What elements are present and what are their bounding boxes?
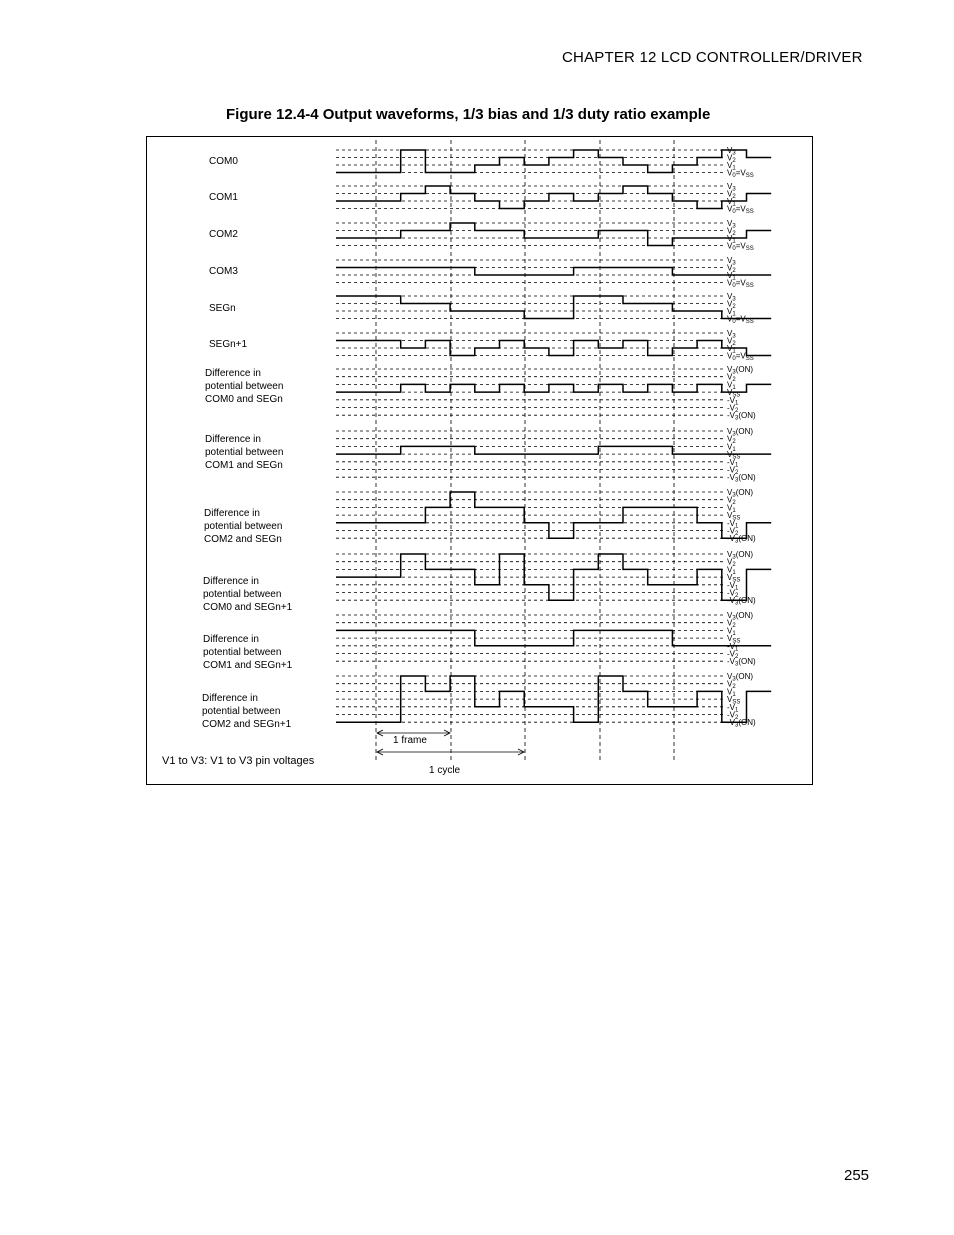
diff2n-level-label: VSS (727, 511, 741, 522)
diff0n-label-line: Difference in (205, 368, 261, 379)
chapter-header: CHAPTER 12 LCD CONTROLLER/DRIVER (562, 49, 863, 66)
diff0n1-label-line: Difference in (203, 576, 259, 587)
diff1n-label-line: Difference in (205, 434, 261, 445)
diff1n-level-label: VSS (727, 450, 741, 461)
diff0n1-level-label: -V1 (727, 580, 739, 592)
diff1n1-level-label: VSS (727, 634, 741, 645)
com2-label-line: COM2 (209, 229, 238, 240)
com3-level-label: V3 (727, 256, 736, 267)
segn-label-line: SEGn (209, 303, 236, 314)
diff1n1-label-line: Difference in (203, 634, 259, 645)
com0-label-line: COM0 (209, 156, 238, 167)
page-number: 255 (844, 1167, 870, 1184)
com3-level-label: V0=VSS (727, 278, 754, 289)
diff2n1-level-label: -V1 (727, 702, 739, 714)
diff2n-label-line: COM2 and SEGn (204, 534, 282, 545)
diff1n1-level-label: -V2 (727, 649, 739, 660)
figure-title: Figure 12.4-4 Output waveforms, 1/3 bias and 1/3 duty ratio example (226, 106, 711, 123)
com3-level-label: V1 (727, 271, 736, 282)
segn1-label-line: SEGn+1 (209, 339, 248, 350)
com2-level-label: V0=VSS (727, 241, 754, 252)
com1-level-label: V3 (727, 182, 736, 193)
diff0n1-level-label: V2 (727, 557, 736, 569)
segn-level-label: V0=VSS (727, 314, 754, 325)
footnote-text: V1 to V3: V1 to V3 pin voltages (162, 755, 315, 767)
com3-label-line: COM3 (209, 266, 238, 277)
diff1n-label-line: potential between (205, 447, 284, 458)
segn-waveform (336, 296, 771, 319)
diff0n-level-label: -V1 (727, 395, 739, 407)
diff2n1-level-label: VSS (727, 695, 741, 706)
diff0n-level-label: -V3(ON) (727, 411, 756, 422)
diff2n-level-label: V2 (727, 495, 736, 507)
diff0n1-level-label: V1 (727, 565, 736, 576)
com1-label-line: COM1 (209, 192, 238, 203)
diff2n-label-line: Difference in (204, 508, 260, 519)
diff0n1-level-label: -V3(ON) (727, 596, 756, 607)
segn1-level-label: V3 (727, 329, 736, 340)
com1-level-label: V0=VSS (727, 204, 754, 215)
frame-measure-label: 1 frame (393, 735, 427, 746)
diff1n1-level-label: V2 (727, 618, 736, 630)
com2-level-label: V3 (727, 219, 736, 230)
com0-level-label: V2 (727, 153, 736, 164)
diff1n-level-label: V3(ON) (727, 427, 754, 438)
segn1-level-label: V2 (727, 336, 736, 347)
segn1-level-label: V0=VSS (727, 351, 754, 362)
segn-level-label: V2 (727, 299, 736, 310)
com2-level-label: V2 (727, 226, 736, 237)
diff2n-level-label: -V1 (727, 518, 739, 530)
com1-level-label: V2 (727, 189, 736, 200)
diff1n1-level-label: V3(ON) (727, 611, 754, 622)
diff1n1-level-label: -V1 (727, 641, 739, 653)
diff2n1-label-line: Difference in (202, 693, 258, 704)
diff2n1-label-line: COM2 and SEGn+1 (202, 719, 292, 730)
diff2n1-level-label: V1 (727, 687, 736, 698)
diff1n-level-label: -V1 (727, 457, 739, 469)
diff0n1-level-label: V3(ON) (727, 550, 754, 561)
com2-level-label: V1 (727, 234, 736, 245)
diff0n-level-label: V3(ON) (727, 365, 754, 376)
diff1n1-label-line: COM1 and SEGn+1 (203, 660, 293, 671)
segn-level-label: V1 (727, 307, 736, 318)
diff0n1-label-line: COM0 and SEGn+1 (203, 602, 293, 613)
diff0n-label-line: potential between (205, 381, 284, 392)
com1-level-label: V1 (727, 197, 736, 208)
diff0n-level-label: -V2 (727, 403, 739, 414)
diff1n-level-label: V1 (727, 442, 736, 453)
com0-level-label: V0=VSS (727, 168, 754, 179)
diff1n-label-line: COM1 and SEGn (205, 460, 283, 471)
diff2n1-level-label: -V2 (727, 710, 739, 721)
diff1n1-level-label: V1 (727, 626, 736, 637)
diff0n1-level-label: VSS (727, 573, 741, 584)
diff1n-waveform (336, 446, 771, 454)
com0-level-label: V1 (727, 161, 736, 172)
diff1n-level-label: -V2 (727, 465, 739, 476)
diff1n-level-label: V2 (727, 434, 736, 446)
diff2n1-level-label: V2 (727, 679, 736, 691)
com0-level-label: V3 (727, 146, 736, 157)
diff1n1-label-line: potential between (203, 647, 282, 658)
diff2n-level-label: V1 (727, 503, 736, 514)
com3-waveform (336, 268, 771, 276)
diff2n-level-label: -V3(ON) (727, 534, 756, 545)
diff0n-waveform (336, 384, 771, 392)
diff2n-label-line: potential between (204, 521, 283, 532)
cycle-measure-label: 1 cycle (429, 765, 461, 776)
diff2n1-label-line: potential between (202, 706, 281, 717)
diff2n-level-label: -V2 (727, 526, 739, 537)
diff0n1-level-label: -V2 (727, 588, 739, 599)
com2-waveform (336, 223, 771, 246)
diff2n1-level-label: V3(ON) (727, 672, 754, 683)
footnote (162, 755, 314, 767)
segn-level-label: V3 (727, 292, 736, 303)
diff0n-level-label: VSS (727, 388, 741, 399)
diff1n1-level-label: -V3(ON) (727, 657, 756, 668)
diff0n-level-label: V2 (727, 372, 736, 384)
com3-level-label: V2 (727, 263, 736, 274)
diff2n1-level-label: -V3(ON) (727, 718, 756, 729)
diff1n-level-label: -V3(ON) (727, 473, 756, 484)
segn1-level-label: V1 (727, 344, 736, 355)
diff0n1-label-line: potential between (203, 589, 282, 600)
com0-waveform (336, 150, 771, 173)
diff0n-label-line: COM0 and SEGn (205, 394, 283, 405)
diff0n-level-label: V1 (727, 380, 736, 391)
com1-waveform (336, 186, 771, 209)
diff2n-level-label: V3(ON) (727, 488, 754, 499)
